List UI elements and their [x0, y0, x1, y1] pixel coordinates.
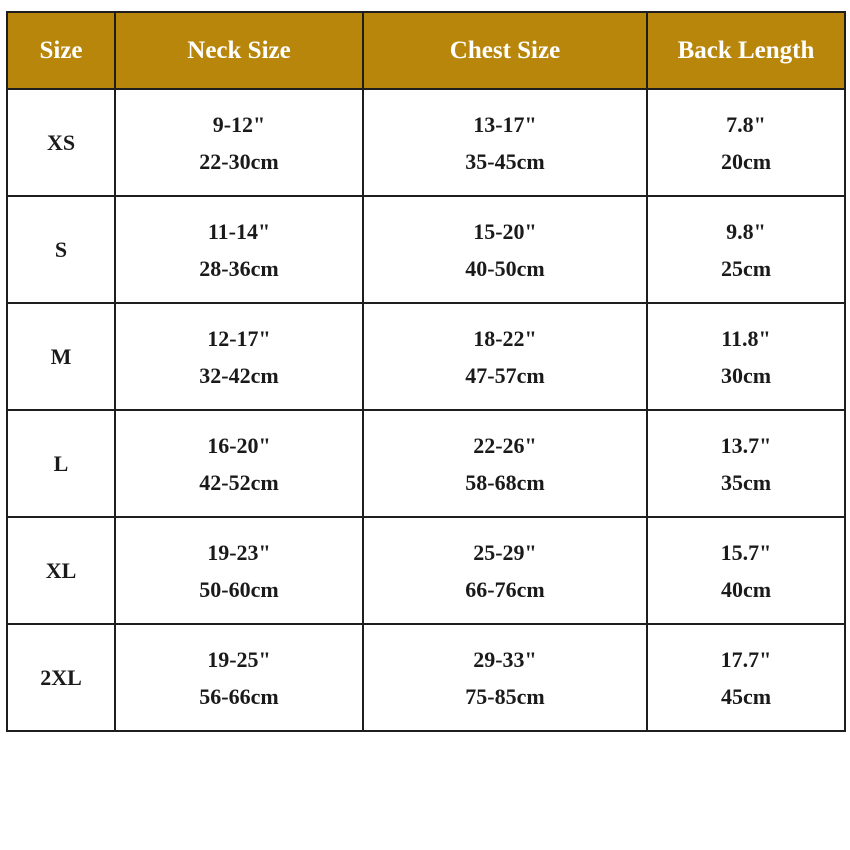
back-cm: 35cm: [720, 469, 772, 495]
back-cell: [647, 410, 845, 517]
header-neck-size: Neck Size: [115, 12, 363, 89]
neck-cell: [115, 624, 363, 731]
neck-inches: 11-14": [207, 218, 271, 244]
chest-cell: [363, 303, 647, 410]
neck-inches: 9-12": [212, 111, 266, 137]
table-row: [7, 196, 845, 303]
back-cm: 45cm: [720, 683, 772, 709]
back-inches: 13.7": [720, 432, 772, 458]
table-row: [7, 303, 845, 410]
back-cm: 40cm: [720, 576, 772, 602]
size-cell: 2XL: [7, 624, 115, 731]
neck-cm: 28-36cm: [199, 255, 279, 281]
header-row: [7, 12, 845, 89]
header-size: Size: [7, 12, 115, 89]
chest-inches: 13-17": [473, 111, 537, 137]
chest-cm: 58-68cm: [465, 469, 545, 495]
back-cell: [647, 517, 845, 624]
back-cell: [647, 624, 845, 731]
chest-cm: 35-45cm: [465, 148, 545, 174]
chest-inches: 29-33": [473, 646, 537, 672]
size-cell: L: [7, 410, 115, 517]
table-row: [7, 624, 845, 731]
neck-inches: 19-23": [207, 539, 271, 565]
back-cm: 20cm: [720, 148, 772, 174]
back-cm: 30cm: [720, 362, 772, 388]
chest-cm: 40-50cm: [465, 255, 545, 281]
size-cell: XL: [7, 517, 115, 624]
chest-cell: [363, 196, 647, 303]
size-cell: S: [7, 196, 115, 303]
chest-inches: 18-22": [473, 325, 537, 351]
back-inches: 15.7": [720, 539, 772, 565]
chest-cm: 47-57cm: [465, 362, 545, 388]
size-cell: XS: [7, 89, 115, 196]
neck-inches: 19-25": [207, 646, 271, 672]
chest-inches: 15-20": [473, 218, 537, 244]
neck-inches: 16-20": [207, 432, 271, 458]
back-cell: [647, 196, 845, 303]
neck-cell: [115, 517, 363, 624]
neck-cm: 42-52cm: [199, 469, 279, 495]
back-inches: 9.8": [726, 218, 766, 244]
back-cell: [647, 89, 845, 196]
back-inches: 11.8": [721, 325, 771, 351]
header-chest-size: Chest Size: [363, 12, 647, 89]
neck-cm: 56-66cm: [199, 683, 279, 709]
chest-cm: 75-85cm: [465, 683, 545, 709]
back-cm: 25cm: [720, 255, 772, 281]
header-back-length: Back Length: [647, 12, 845, 89]
neck-cm: 22-30cm: [199, 148, 279, 174]
back-inches: 17.7": [720, 646, 772, 672]
table-row: [7, 410, 845, 517]
size-cell: M: [7, 303, 115, 410]
back-cell: [647, 303, 845, 410]
table-row: [7, 89, 845, 196]
neck-cm: 32-42cm: [199, 362, 279, 388]
table-row: [7, 517, 845, 624]
chest-inches: 22-26": [473, 432, 537, 458]
chest-inches: 25-29": [473, 539, 537, 565]
size-chart-header: [7, 12, 845, 89]
chest-cell: [363, 89, 647, 196]
neck-inches: 12-17": [207, 325, 271, 351]
neck-cell: [115, 196, 363, 303]
neck-cell: [115, 410, 363, 517]
chest-cell: [363, 517, 647, 624]
size-chart-body: [7, 89, 845, 731]
chest-cell: [363, 410, 647, 517]
size-chart-table: [6, 11, 846, 732]
neck-cell: [115, 303, 363, 410]
back-inches: 7.8": [726, 111, 766, 137]
neck-cm: 50-60cm: [199, 576, 279, 602]
neck-cell: [115, 89, 363, 196]
chest-cell: [363, 624, 647, 731]
chest-cm: 66-76cm: [465, 576, 545, 602]
